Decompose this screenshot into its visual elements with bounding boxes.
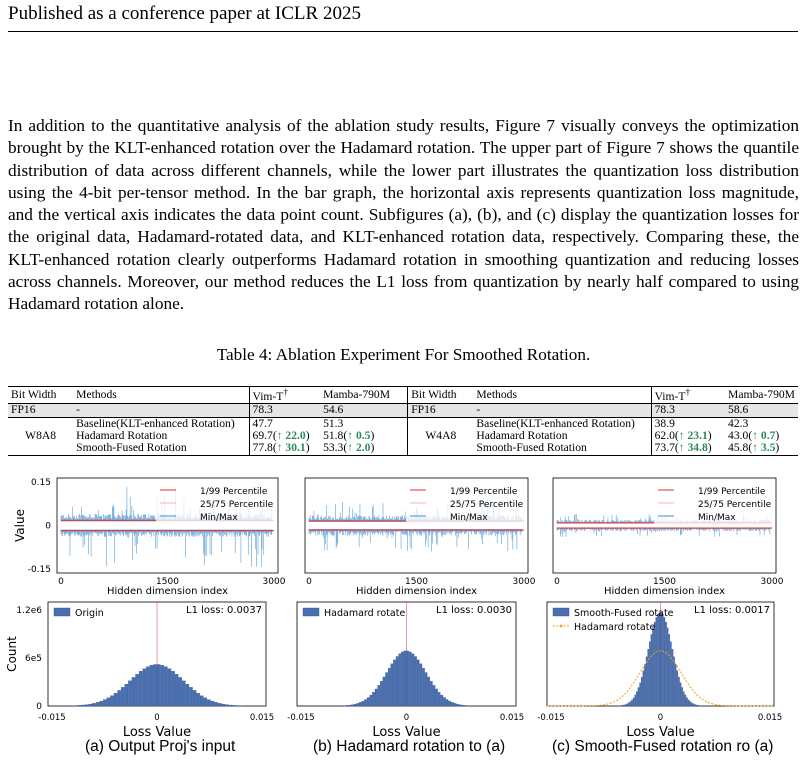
- histogram-bar: [638, 687, 639, 706]
- x-tick-label: 0: [554, 577, 560, 587]
- histogram-bar: [132, 677, 135, 706]
- histogram-bar: [378, 685, 380, 706]
- histogram-bar: [631, 700, 632, 706]
- legend-label: Min/Max: [450, 513, 488, 523]
- histogram-bar: [157, 664, 160, 706]
- x-tick-label: 3000: [760, 577, 784, 587]
- histogram-bar: [428, 677, 430, 706]
- histogram-bar: [688, 700, 689, 706]
- histogram-bar: [189, 687, 192, 706]
- row-mamba-r: 45.8(↑ 3.5): [725, 442, 798, 455]
- histogram-bar: [696, 705, 697, 706]
- histogram-bar: [135, 674, 138, 706]
- histogram-bar: [438, 692, 440, 706]
- subcaption-a: (a) Output Proj's input: [85, 738, 236, 755]
- histogram-bar: [627, 704, 628, 706]
- histogram-bar: [128, 681, 131, 706]
- histogram-bar: [85, 705, 88, 706]
- legend-label: Origin: [75, 608, 104, 619]
- fp16-method: -: [73, 404, 249, 417]
- subcaption-c: (c) Smooth-Fused rotation ro (a): [552, 738, 774, 755]
- histogram-bar: [462, 705, 464, 706]
- histogram-bar: [370, 695, 372, 706]
- histogram-bar: [200, 696, 203, 706]
- x-tick-label: -0.015: [38, 713, 66, 723]
- row-method-r: Baseline(KLT-enhanced Rotation): [476, 416, 635, 430]
- histogram-bar: [673, 657, 674, 706]
- row-vim: 47.7: [249, 417, 320, 430]
- l1-loss-annotation: L1 loss: 0.0037: [186, 605, 262, 616]
- x-axis-label: Loss Value: [626, 725, 695, 738]
- fp16-vim-r: 78.3: [651, 404, 725, 417]
- histogram-bar: [693, 704, 694, 706]
- y-tick-label: 1.2e6: [16, 606, 42, 616]
- legend-label: 1/99 Percentile: [200, 487, 268, 497]
- legend-label: 25/75 Percentile: [450, 500, 524, 510]
- histogram-bar: [218, 703, 221, 706]
- histogram-bar: [359, 702, 361, 706]
- th-bit-width: Bit Width: [8, 387, 73, 404]
- histogram-bar: [420, 664, 422, 706]
- fp16-mamba: 54.6: [320, 404, 408, 417]
- x-tick-label: 0: [58, 577, 64, 587]
- y-tick-label: 0: [36, 702, 42, 712]
- histogram-bar: [186, 684, 189, 706]
- histogram-bar: [652, 628, 653, 706]
- histogram-bar: [121, 687, 124, 706]
- th-bit-width-r: Bit Width: [408, 387, 474, 404]
- bit-w4a8: W4A8: [408, 417, 474, 455]
- histogram-bar: [625, 704, 626, 706]
- legend-swatch: [303, 608, 319, 616]
- fp16-bit-r: FP16: [408, 404, 474, 417]
- histogram-bar: [644, 664, 645, 706]
- histogram-bar: [391, 664, 393, 706]
- histogram-bar: [691, 703, 692, 706]
- l1-loss-annotation: L1 loss: 0.0030: [436, 605, 512, 616]
- histogram-bar: [646, 657, 647, 706]
- x-tick-label: 1500: [653, 577, 676, 587]
- row-vim: 69.7(↑ 22.0): [249, 430, 320, 442]
- histogram-bar: [672, 649, 673, 706]
- table-row-fp16: [8, 404, 798, 417]
- x-axis-label: Loss Value: [372, 725, 441, 738]
- legend-label: 1/99 Percentile: [698, 487, 766, 497]
- histogram-bar: [118, 690, 121, 706]
- histogram-bar: [651, 634, 652, 706]
- histogram-bar: [351, 705, 353, 706]
- histogram-bar: [657, 614, 658, 706]
- x-tick-label: 3000: [262, 577, 286, 587]
- row-mamba-r: 43.0(↑ 0.7): [728, 429, 780, 443]
- histogram-bar: [449, 701, 451, 706]
- bit-w8a8: W8A8: [8, 417, 73, 455]
- legend-swatch: [54, 608, 70, 616]
- histogram-bar: [207, 700, 210, 706]
- x-tick-label: -0.015: [537, 713, 565, 723]
- histogram-bar: [422, 668, 424, 706]
- histogram-bar: [628, 703, 629, 706]
- row-method: Hadamard Rotation: [76, 429, 168, 443]
- histogram-bar: [656, 617, 657, 706]
- histogram-bar: [623, 705, 624, 706]
- histogram-bar: [375, 689, 377, 706]
- histogram-bar: [425, 673, 427, 706]
- legend-swatch: [553, 608, 569, 616]
- histogram-bar: [678, 677, 679, 706]
- histogram-bar: [139, 671, 142, 706]
- histogram-bar: [685, 695, 686, 706]
- th-vim: Vim-T†: [249, 387, 320, 404]
- y-axis-label: Count: [5, 636, 19, 672]
- histogram-bar: [686, 698, 687, 706]
- histogram-bar: [433, 685, 435, 706]
- histogram-bar: [161, 665, 164, 706]
- legend-label: Hadamard rotate: [574, 622, 656, 633]
- row-vim: 77.8(↑ 30.1): [249, 442, 320, 455]
- histogram-bar: [665, 622, 666, 706]
- histogram-bar: [641, 677, 642, 706]
- x-tick-label: 0: [154, 713, 160, 723]
- histogram-bar: [367, 697, 369, 706]
- histogram-bar: [372, 692, 374, 706]
- y-tick-label: 0: [45, 521, 51, 532]
- row-mamba: 53.3(↑ 2.0): [320, 442, 408, 455]
- x-tick-label: -0.015: [287, 713, 315, 723]
- histogram-bar: [435, 689, 437, 706]
- histogram-bar: [690, 702, 691, 706]
- x-tick-label: 0: [306, 577, 312, 587]
- histogram-bar: [182, 681, 185, 706]
- histogram-bar: [357, 703, 359, 706]
- fp16-bit: FP16: [8, 404, 73, 417]
- legend-label: Smooth-Fused rotate: [574, 608, 674, 619]
- histogram-bar: [396, 656, 398, 706]
- histogram-bar: [662, 614, 663, 706]
- histogram-bar: [362, 701, 364, 706]
- histogram-bar: [346, 705, 348, 706]
- histogram-bar: [675, 664, 676, 706]
- histogram-bar: [214, 702, 217, 706]
- histogram-bar: [225, 705, 228, 706]
- histogram-bar: [635, 695, 636, 706]
- histogram-bar: [92, 703, 95, 706]
- th-vim-r: Vim-T†: [651, 387, 725, 404]
- histogram-bar: [446, 699, 448, 706]
- x-tick-label: 1500: [405, 577, 428, 587]
- histogram-bar: [454, 703, 456, 706]
- histogram-bar: [78, 705, 81, 706]
- histogram-bar: [669, 634, 670, 706]
- histogram-bar: [354, 704, 356, 706]
- histogram-bar: [175, 674, 178, 706]
- histogram-bar: [150, 665, 153, 706]
- histogram-bar: [100, 701, 103, 706]
- y-tick-label: 0.15: [30, 478, 51, 488]
- histogram-bar: [179, 677, 182, 706]
- histogram-bar: [193, 690, 196, 706]
- x-axis-label: Loss Value: [122, 725, 192, 738]
- table-caption: Table 4: Ablation Experiment For Smoothed Rotation.: [216, 345, 591, 364]
- table-header-row: [8, 387, 798, 404]
- histogram-bar: [683, 692, 684, 706]
- histogram-bar: [451, 702, 453, 706]
- l1-loss-annotation: L1 loss: 0.0017: [694, 605, 770, 616]
- figure-7: [0, 470, 807, 738]
- histogram-bar: [640, 683, 641, 706]
- subcaption-b: (b) Hadamard rotation to (a): [313, 738, 506, 755]
- legend-label: Hadamard rotate: [324, 608, 406, 619]
- histogram-bar: [667, 628, 668, 706]
- histogram-bar: [661, 613, 662, 706]
- histogram-bar: [677, 671, 678, 706]
- table-row: [8, 442, 798, 455]
- histogram-bar: [698, 705, 699, 706]
- row-mamba-r: 42.3: [728, 416, 749, 430]
- histogram-bar: [82, 705, 85, 706]
- histogram-bar: [385, 673, 387, 706]
- row-mamba: 51.8(↑ 0.5): [323, 429, 375, 443]
- histogram-bar: [143, 669, 146, 706]
- x-tick-label: 0: [657, 713, 664, 723]
- th-methods: Methods: [73, 387, 249, 404]
- histogram-bar: [399, 654, 401, 706]
- legend-label: 25/75 Percentile: [200, 500, 274, 510]
- fp16-mamba-r: 58.6: [725, 404, 798, 417]
- histogram-bar: [168, 669, 171, 706]
- legend-label: Min/Max: [200, 513, 238, 523]
- row-vim-r: 62.0(↑ 23.1): [651, 430, 725, 442]
- histogram-bar: [409, 652, 411, 706]
- histogram-bar: [153, 664, 156, 706]
- histogram-bar: [670, 642, 671, 706]
- histogram-bar: [680, 683, 681, 706]
- y-axis-label: Value: [13, 509, 27, 542]
- histogram-bar: [417, 660, 419, 706]
- row-mamba: 51.3: [323, 416, 344, 430]
- histogram-bar: [404, 651, 406, 706]
- histogram-bar: [414, 656, 416, 706]
- row-method: Baseline(KLT-enhanced Rotation): [76, 416, 235, 430]
- histogram-bar: [459, 705, 461, 706]
- histogram-bar: [441, 695, 443, 706]
- histogram-bar: [388, 668, 390, 706]
- histogram-bar: [649, 642, 650, 706]
- histogram-bar: [430, 681, 432, 706]
- th-methods-r: Methods: [473, 387, 651, 404]
- histogram-bar: [146, 667, 149, 706]
- histogram-bar: [694, 704, 695, 706]
- histogram-bar: [171, 671, 174, 706]
- histogram-bar: [196, 693, 199, 706]
- histogram-bar: [681, 687, 682, 706]
- histogram-bar: [412, 654, 414, 706]
- histogram-bar: [204, 698, 207, 706]
- histogram-bar: [110, 696, 113, 706]
- histogram-bar: [114, 693, 117, 706]
- x-tick-label: 1500: [156, 577, 179, 587]
- histogram-bar: [107, 698, 110, 706]
- histogram-bar: [125, 684, 128, 706]
- histogram-bar: [407, 651, 409, 706]
- ablation-table: [8, 386, 798, 456]
- legend-label: 1/99 Percentile: [450, 487, 518, 497]
- histogram-bar: [232, 705, 235, 706]
- histogram-bar: [456, 704, 458, 706]
- histogram-bar: [636, 692, 637, 706]
- x-tick-label: 0.015: [499, 713, 525, 723]
- histogram-bar: [383, 677, 385, 706]
- th-mamba: Mamba-790M: [320, 387, 408, 404]
- histogram-bar: [349, 705, 351, 706]
- histogram-bar: [393, 660, 395, 706]
- histogram-bar: [659, 613, 660, 706]
- row-method: Smooth-Fused Rotation: [73, 442, 249, 455]
- row-method-r: Hadamard Rotation: [476, 429, 568, 443]
- row-vim-r: 73.7(↑ 34.8): [651, 442, 725, 455]
- y-tick-label: 6e5: [25, 654, 42, 664]
- histogram-bar: [103, 700, 106, 706]
- histogram-bar: [401, 652, 403, 706]
- histogram-bar: [443, 697, 445, 706]
- histogram-bar: [222, 704, 225, 706]
- page-header: Published as a conference paper at ICLR 2025: [8, 3, 361, 24]
- histogram-bar: [380, 681, 382, 706]
- header-rule: [8, 31, 798, 32]
- body-paragraph: In addition to the quantitative analysis of the ablation study results, Figure 7 visually conveys the optimization brought by the KLT-enhanced rotation over the Hadamard rotation. The upper part of Figure 7 shows the quantile distribution of data across different channels, while the lower part illustrates the quantization loss distribution using the 4-bit per-tensor method. In the bar graph, the horizontal axis represents quantization loss magnitude, and the vertical axis indicates the data point count. Subfigures (a), (b), and (c) display the quantization losses for the original data, Hadamard-rotated data, and KLT-enhanced rotation data, respectively. Comparing these, the KLT-enhanced rotation clearly outperforms Hadamard rotation in smoothing quantization and reducing losses across channels. Moreover, our method reduces the L1 loss from quantization by nearly half compared to using Hadamard rotation alone.: [8, 116, 799, 314]
- x-tick-label: 3000: [512, 577, 536, 587]
- histogram-bar: [633, 698, 634, 706]
- legend-marker: [560, 625, 563, 628]
- row-method-r: Smooth-Fused Rotation: [473, 442, 651, 455]
- legend-label: 25/75 Percentile: [698, 500, 772, 510]
- x-tick-label: 0.015: [249, 713, 275, 723]
- th-mamba-r: Mamba-790M: [725, 387, 798, 404]
- x-axis-label: Hidden dimension index: [603, 586, 726, 597]
- histogram-bar: [648, 649, 649, 706]
- histogram-bar: [664, 617, 665, 706]
- histogram-bar: [211, 701, 214, 706]
- x-tick-label: 0.015: [757, 713, 783, 723]
- histogram-bar: [89, 704, 92, 706]
- fp16-method-r: -: [473, 404, 651, 417]
- x-axis-label: Hidden dimension index: [106, 586, 229, 597]
- x-axis-label: Hidden dimension index: [355, 586, 478, 597]
- histogram-bar: [622, 705, 623, 706]
- histogram-bar: [654, 622, 655, 706]
- row-vim-r: 38.9: [651, 417, 725, 430]
- histogram-bar: [643, 671, 644, 706]
- y-tick-label: -0.15: [27, 565, 51, 575]
- legend-label: Min/Max: [698, 513, 736, 523]
- histogram-bar: [630, 702, 631, 706]
- histogram-bar: [229, 705, 232, 706]
- histogram-bar: [96, 702, 99, 706]
- histogram-bar: [464, 705, 466, 706]
- fp16-vim: 78.3: [249, 404, 320, 417]
- histogram-bar: [164, 667, 167, 706]
- x-tick-label: 0: [403, 713, 410, 723]
- histogram-bar: [364, 699, 366, 706]
